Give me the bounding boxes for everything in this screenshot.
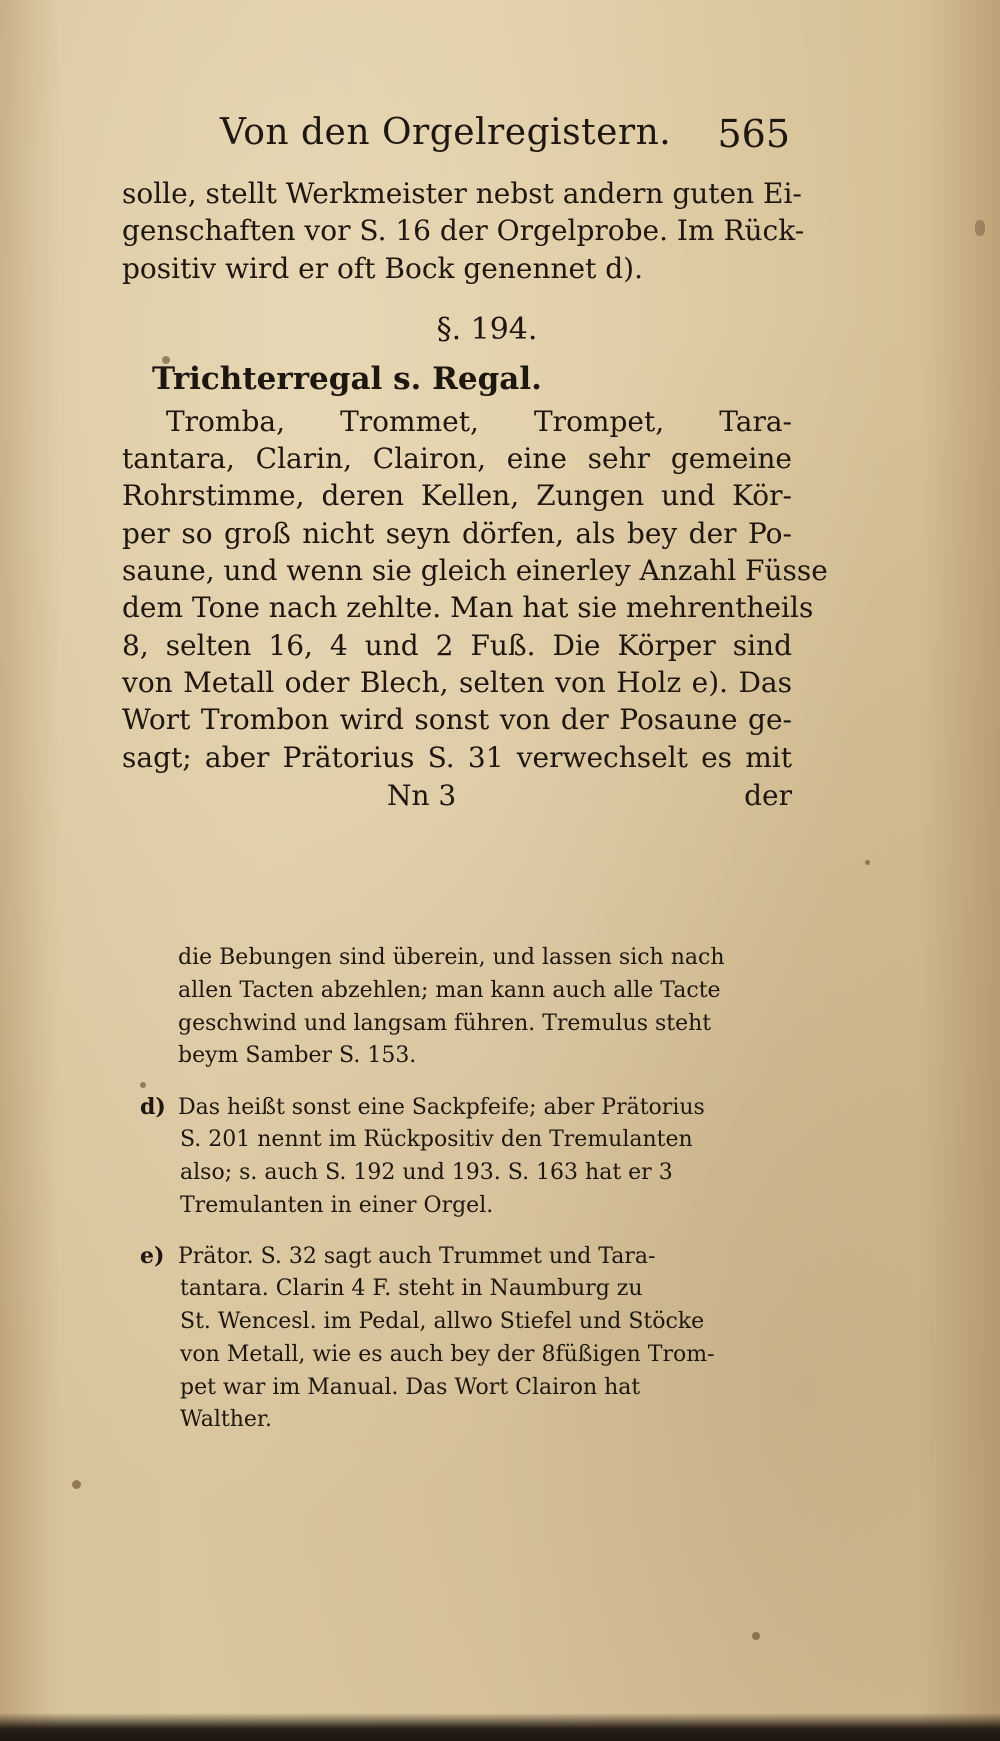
text-line: Wort Trombon wird sonst von der Posaune ge- [122, 703, 792, 737]
ink-spot [72, 1480, 81, 1489]
page-header [200, 112, 800, 162]
text-line: Rohrstimme, deren Kellen, Zungen und Kör- [122, 479, 792, 513]
text-line: positiv wird er oft Bock genennet d). [122, 251, 644, 285]
signature-mark: Nn 3 [387, 778, 457, 812]
page-number: 565 [717, 112, 790, 156]
entry-heading: Trichterregal s. Regal. [152, 360, 542, 397]
catchword: der [744, 778, 792, 812]
footnote-line: pet war im Manual. Das Wort Clairon hat [180, 1374, 641, 1400]
footnote-marker: d) [140, 1094, 166, 1121]
text-line: von Metall oder Blech, selten von Holz e). Das [122, 665, 792, 699]
footnote-line: die Bebungen sind überein, und lassen sich nach [178, 945, 725, 970]
footnote-line: beym Samber S. 153. [178, 1043, 417, 1069]
text-line: Tromba, Trommet, Trompet, Tara- [166, 404, 792, 438]
text-line: dem Tone nach zehlte. Man hat sie mehrentheils [122, 591, 814, 625]
footnote-marker: e) [140, 1243, 165, 1270]
running-title: Von den Orgelregistern. [220, 112, 672, 153]
footnote-line [140, 1091, 790, 1124]
text-line: genschaften vor S. 16 der Orgelprobe. Im Rück- [122, 214, 805, 248]
ink-spot [975, 220, 985, 236]
footnote-line: tantara. Clarin 4 F. steht in Naumburg zu [180, 1276, 643, 1302]
section-number: §. 194. [436, 311, 538, 347]
footnote-d [140, 1091, 790, 1222]
footnote-line: S. 201 nennt im Rückpositiv den Tremulanten [180, 1126, 693, 1152]
footnote-line [140, 1240, 790, 1273]
text-line: solle, stellt Werkmeister nebst andern guten Ei- [122, 177, 802, 210]
footnote-line: Walther. [180, 1407, 272, 1433]
footnote-line: also; s. auch S. 192 und 193. S. 163 hat er 3 [180, 1159, 673, 1185]
footnote-line: Tremulanten in einer Orgel. [180, 1192, 494, 1218]
text-line: tantara, Clarin, Clairon, eine sehr gemeine [122, 442, 792, 476]
footnote-line: geschwind und langsam führen. Tremulus steht [178, 1010, 712, 1036]
catch-line [122, 776, 792, 816]
footnote-line: von Metall, wie es auch bey der 8füßigen Trom- [180, 1341, 715, 1367]
text-line: sagt; aber Prätorius S. 31 verwechselt es mit [122, 740, 792, 774]
text-line: 8, selten 16, 4 und 2 Fuß. Die Körper sind [122, 628, 792, 662]
text-line: saune, und wenn sie gleich einerley Anzahl Füsse [122, 554, 828, 588]
ink-spot [752, 1632, 760, 1640]
footnote-line: St. Wencesl. im Pedal, allwo Stiefel und Stöcke [180, 1308, 705, 1334]
page-bottom-edge [0, 1713, 1000, 1741]
footnote-e [140, 1240, 790, 1437]
footnote-text: Das heißt sonst eine Sackpfeife; aber Prätorius [178, 1095, 705, 1121]
footnote-text: Prätor. S. 32 sagt auch Trummet und Tara- [178, 1244, 656, 1270]
footnotes [140, 942, 790, 1455]
ink-spot [865, 860, 870, 865]
text-line: per so groß nicht seyn dörfen, als bey der Po- [122, 516, 792, 550]
footnote-line: allen Tacten abzehlen; man kann auch alle Tacte [178, 977, 721, 1003]
main-text [122, 175, 828, 816]
footnote-continued [140, 942, 790, 1073]
